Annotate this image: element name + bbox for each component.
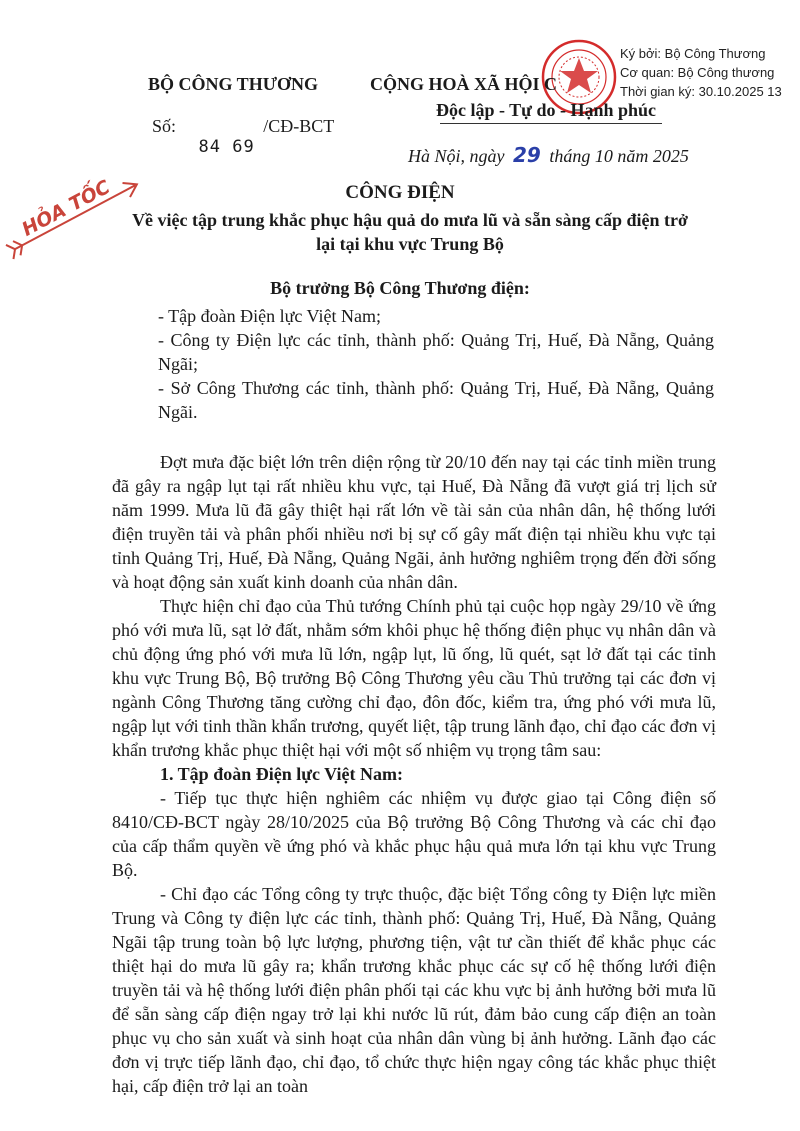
recipient-item: - Sở Công Thương các tỉnh, thành phố: Quảng Trị, Huế, Đà Nẵng, Quảng Ngãi. [158,378,714,422]
signing-time-text: Thời gian ký: 30.10.2025 13 [620,84,782,99]
digital-signature-info [620,44,782,101]
section-item: - Chỉ đạo các Tổng công ty trực thuộc, đặc biệt Tổng công ty Điện lực miền Trung và Công ty điện lực các tỉnh, thành phố: Quảng Trị, Huế, Đà Nẵng, Quảng Ngãi tập trung toàn bộ lực lượng, phương tiện, vật tư cần thiết để khắc phục các thiệt hại do mưa lũ gây ra; khẩn trương khắc phục các sự cố hệ thống lưới điện truyền tải và hệ thống lưới điện phân phối tại các khu vực bị ảnh hưởng bởi mưa lũ để sẵn sàng cấp điện ngay trở lại khi nước lũ rút, đảm bảo cung cấp điện an toàn phục vụ cho sản xuất và sinh hoạt của nhân dân vùng bị ảnh hưởng. Lãnh đạo các đơn vị trực tiếp lãnh đạo, chỉ đạo, tổ chức thực hiện ngay công tác khắc phục thiệt hại, cấp điện trở lại an toàn [112,884,716,1096]
date-prefix: Hà Nội, ngày [408,146,505,166]
signed-by-text: Ký bởi: Bộ Công Thương [620,46,766,61]
addressee-line: Bộ trưởng Bộ Công Thương điện: [270,278,530,298]
urgent-stamp [0,155,150,265]
body-paragraph: Thực hiện chỉ đạo của Thủ tướng Chính phủ tại cuộc họp ngày 29/10 về ứng phó với mưa lũ, sạt lở đất, nhằm sớm khôi phục hệ thống điện phục vụ nhân dân và chủ động ứng phó với mưa lũ lớn, ngập lụt, lũ ống, lũ quét, sạt lở đất tại các tỉnh khu vực Trung Bộ, Bộ trưởng Bộ Công Thương yêu cầu Thủ trưởng tại các đơn vị ngành Công Thương tăng cường chỉ đạo, đôn đốc, kiểm tra, ứng phó với mưa lũ, ngập lụt với tinh thần khẩn trương, quyết liệt, tập trung lãnh đạo, chỉ đạo các đơn vị khẩn trương khắc phục thiệt hại với một số nhiệm vụ trọng tâm sau: [112,596,716,760]
motto: Độc lập - Tự do - Hạnh phúc [436,100,657,120]
signing-agency-text: Cơ quan: Bộ Công thương [620,65,775,80]
recipient-item: - Công ty Điện lực các tỉnh, thành phố: Quảng Trị, Huế, Đà Nẵng, Quảng Ngãi; [158,330,714,374]
date-day-handwritten: 29 [513,143,541,167]
document-number-prefix: Số: [152,116,177,136]
document-number-handwritten: 84 69 [198,137,255,157]
document-subtitle: Về việc tập trung khắc phục hậu quả do mưa lũ và sẵn sàng cấp điện trở lại tại khu vực Trung Bộ [132,210,688,254]
issuing-agency: BỘ CÔNG THƯƠNG [148,74,319,94]
document-title: CÔNG ĐIỆN [345,182,455,203]
urgent-stamp-text: HỎA TỐC [18,176,114,241]
date-line [408,143,689,167]
document-body [112,450,716,1098]
section-item: - Tiếp tục thực hiện nghiêm các nhiệm vụ được giao tại Công điện số 8410/CĐ-BCT ngày 28/10/2025 của Bộ trưởng Bộ Công Thương và các chỉ đạo của cấp thẩm quyền về ứng phó và khắc phục hậu quả mưa lớn tại khu vực Trung Bộ. [112,788,716,880]
section-heading: 1. Tập đoàn Điện lực Việt Nam: [160,764,403,784]
date-suffix: tháng 10 năm 2025 [549,146,689,166]
motto-underline [440,123,662,124]
body-paragraph: Đợt mưa đặc biệt lớn trên diện rộng từ 20/10 đến nay tại các tỉnh miền trung đã gây ra ngập lụt tại rất nhiều khu vực, tại Huế, Đà Nẵng đã vượt giá trị lịch sử năm 1999. Mưa lũ đã gây thiệt hại rất lớn về tài sản của nhân dân, hệ thống lưới điện truyền tải và phân phối nhiều nơi bị sự cố gây mất điện tại nhiều khu vực tại tỉnh Quảng Trị, Huế, Đà Nẵng, Quảng Ngãi, ảnh hưởng nghiêm trọng đến đời sống và hoạt động sản xuất kinh doanh của nhân dân. [112,452,716,592]
document-number-suffix: /CĐ-BCT [263,116,335,136]
nation-heading: CỘNG HOÀ XÃ HỘI C [370,74,558,94]
document-number [152,116,335,157]
recipient-item: - Tập đoàn Điện lực Việt Nam; [158,306,381,326]
recipient-list [158,304,714,424]
